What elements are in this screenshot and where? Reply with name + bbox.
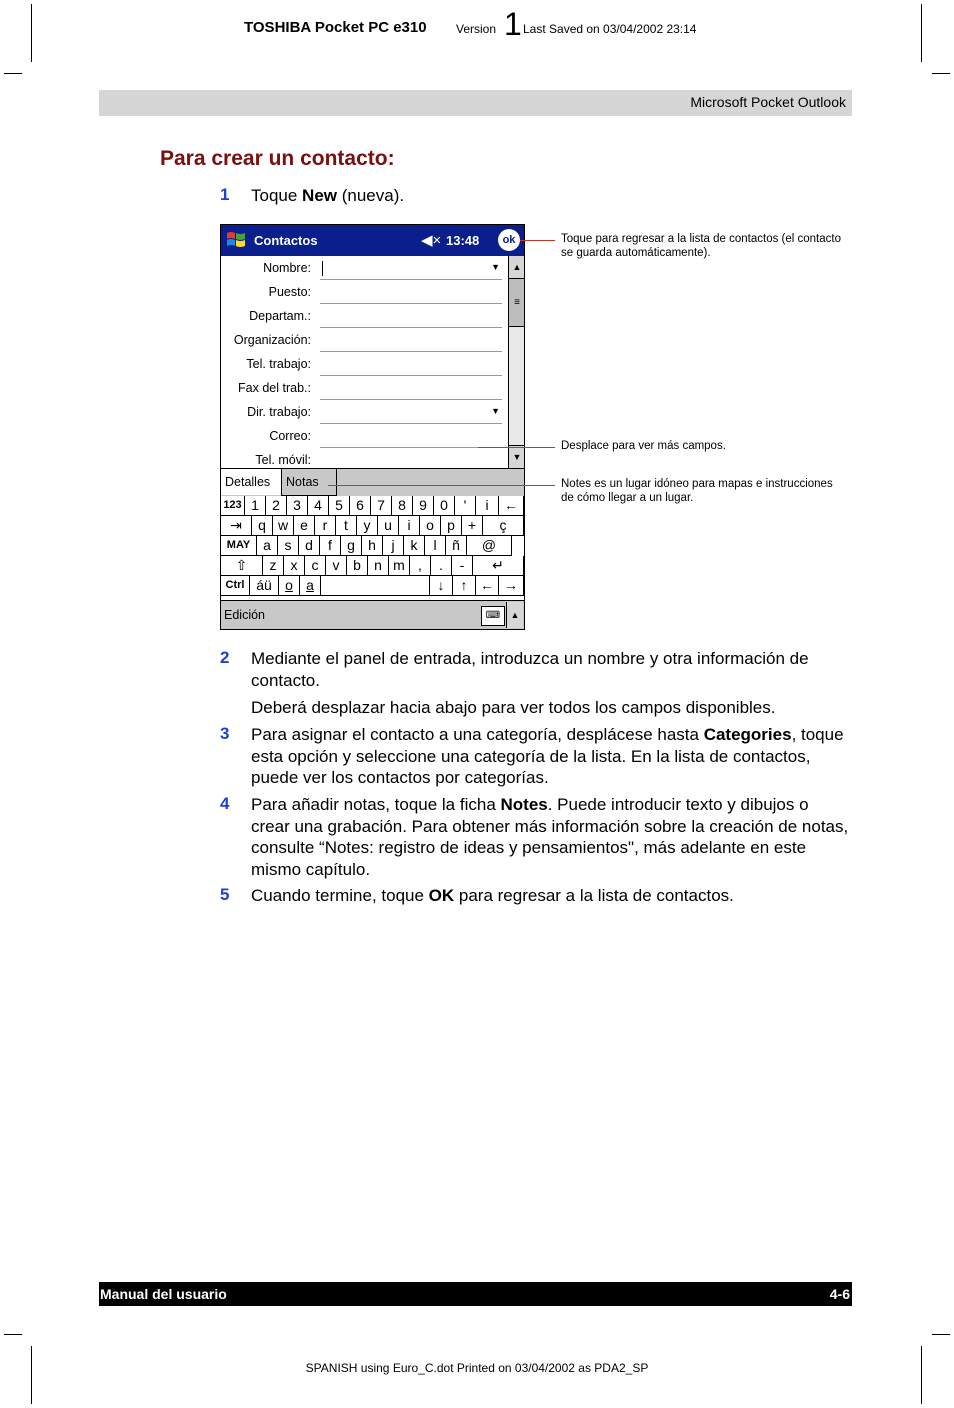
field-tel-trabajo[interactable] xyxy=(221,353,508,377)
key[interactable]: i xyxy=(476,496,499,516)
footer-manual: Manual del usuario xyxy=(100,1286,227,1302)
scroll-up-icon[interactable]: ▲ xyxy=(509,256,525,279)
key[interactable]: l xyxy=(425,536,446,556)
field-label: Fax del trab.: xyxy=(238,381,311,395)
key[interactable]: 7 xyxy=(371,496,392,516)
step-text: Para asignar el contacto a una categoría, desplácese hasta Categories, toque esta opción y seleccione una categoría de la lista. En la lista de contactos, puede ver los contactos por categorías. xyxy=(251,725,844,787)
footer-bar xyxy=(99,1282,852,1306)
key[interactable]: 6 xyxy=(350,496,371,516)
dropdown-arrow-icon[interactable]: ▼ xyxy=(491,406,500,416)
callout-line xyxy=(328,485,555,486)
dropdown-arrow-icon[interactable]: ▼ xyxy=(491,262,500,272)
key[interactable]: 5 xyxy=(329,496,350,516)
arrow-down-key[interactable]: ↓ xyxy=(430,576,453,596)
callout-notes: Notes es un lugar idóneo para mapas e instrucciones de cómo llegar a un lugar. xyxy=(561,478,833,504)
field-label: Departam.: xyxy=(249,309,311,323)
section-label: Microsoft Pocket Outlook xyxy=(690,94,846,110)
pocketpc-screenshot xyxy=(220,224,525,630)
step-text: Cuando termine, toque OK para regresar a la lista de contactos. xyxy=(251,886,734,905)
accent-key[interactable]: áü xyxy=(250,576,279,596)
key[interactable]: n xyxy=(368,556,389,576)
key-123[interactable]: 123 xyxy=(221,496,245,516)
key[interactable]: 0 xyxy=(434,496,455,516)
menu-bar xyxy=(221,600,524,630)
tab-notas[interactable]: Notas xyxy=(281,469,337,496)
key[interactable]: z xyxy=(263,556,284,576)
ctrl-key[interactable]: Ctrl xyxy=(221,576,250,596)
key[interactable]: o xyxy=(420,516,441,536)
version-number: 1 xyxy=(504,6,522,42)
key[interactable]: - xyxy=(452,556,473,576)
ok-button[interactable]: ok xyxy=(498,229,520,251)
arrow-up-key[interactable]: ↑ xyxy=(453,576,476,596)
page-number: 4-6 xyxy=(829,1286,850,1302)
callout-scroll: Desplace para ver más campos. xyxy=(561,440,726,452)
step-text: Para añadir notas, toque la ficha Notes. Puede introducir texto y dibujos o crear una grabación. Para obtener más información sobre la creación de notas, consulte “Notes: registro de ideas y pensamientos", más adelante en este mismo capítulo. xyxy=(251,795,849,879)
start-menu-icon[interactable] xyxy=(225,230,247,250)
key[interactable]: a xyxy=(257,536,278,556)
key[interactable]: d xyxy=(299,536,320,556)
key[interactable]: 8 xyxy=(392,496,413,516)
callout-line xyxy=(478,447,555,448)
last-saved: Last Saved on 03/04/2002 23:14 xyxy=(523,22,697,36)
field-fax-trabajo[interactable] xyxy=(221,377,508,401)
field-label: Dir. trabajo: xyxy=(247,405,311,419)
clock[interactable]: 13:48 xyxy=(446,233,480,248)
field-correo[interactable] xyxy=(221,425,508,449)
key[interactable]: x xyxy=(284,556,305,576)
key[interactable]: . xyxy=(431,556,452,576)
key[interactable]: ' xyxy=(455,496,476,516)
key[interactable]: a xyxy=(300,576,321,596)
field-label: Puesto: xyxy=(268,285,311,299)
key[interactable]: s xyxy=(278,536,299,556)
title-bar xyxy=(221,225,524,256)
key[interactable]: t xyxy=(336,516,357,536)
field-label: Nombre: xyxy=(263,261,311,275)
key[interactable]: k xyxy=(404,536,425,556)
key[interactable]: w xyxy=(273,516,294,536)
step-note: Deberá desplazar hacia abajo para ver todos los campos disponibles. xyxy=(251,698,776,717)
tab-detalles[interactable]: Detalles xyxy=(221,469,281,495)
contact-form xyxy=(221,256,508,468)
step-number: 3 xyxy=(220,724,230,743)
arrow-left-key[interactable]: ← xyxy=(476,576,499,596)
field-puesto[interactable] xyxy=(221,281,508,305)
speaker-icon[interactable]: ◀× xyxy=(421,232,442,249)
step-number: 1 xyxy=(220,185,230,204)
key[interactable]: i xyxy=(399,516,420,536)
field-label: Organización: xyxy=(233,333,311,347)
step-number: 2 xyxy=(220,648,230,667)
document-title: TOSHIBA Pocket PC e310 xyxy=(244,19,427,36)
key[interactable]: q xyxy=(252,516,273,536)
key[interactable]: r xyxy=(315,516,336,536)
key[interactable]: o xyxy=(279,576,300,596)
scroll-thumb[interactable]: ≡ xyxy=(509,279,525,327)
tabs-bar xyxy=(221,468,524,497)
key[interactable]: m xyxy=(389,556,410,576)
callout-ok: Toque para regresar a la lista de contactos (el contacto se guarda automáticamente). xyxy=(561,233,841,259)
field-dir-trabajo[interactable] xyxy=(221,401,508,425)
tab-key[interactable]: ⇥ xyxy=(221,516,252,536)
key[interactable]: y xyxy=(357,516,378,536)
text-caret xyxy=(322,261,323,276)
key[interactable]: c xyxy=(305,556,326,576)
key[interactable]: 3 xyxy=(287,496,308,516)
key[interactable]: h xyxy=(362,536,383,556)
version-label: Version xyxy=(456,22,497,36)
scroll-down-icon[interactable]: ▼ xyxy=(509,445,525,468)
key[interactable]: e xyxy=(294,516,315,536)
app-title: Contactos xyxy=(254,233,318,248)
field-label: Correo: xyxy=(269,429,311,443)
step-number: 4 xyxy=(220,794,230,813)
key[interactable]: b xyxy=(347,556,368,576)
key[interactable]: , xyxy=(410,556,431,576)
section-bar xyxy=(99,90,852,116)
backspace-key[interactable]: ← xyxy=(499,496,524,516)
input-panel-arrow-icon[interactable]: ▲ xyxy=(506,602,523,628)
key[interactable]: + xyxy=(462,516,483,536)
page-title: Para crear un contacto: xyxy=(160,147,395,170)
step-number: 5 xyxy=(220,885,230,904)
field-label: Tel. trabajo: xyxy=(246,357,311,371)
keyboard-icon[interactable]: ⌨ xyxy=(481,606,505,626)
callout-line xyxy=(520,240,555,241)
key[interactable]: @ xyxy=(467,536,512,556)
key[interactable]: 4 xyxy=(308,496,329,516)
step-text: Mediante el panel de entrada, introduzca un nombre y otra información de contacto. xyxy=(251,649,809,690)
shift-key[interactable]: ⇧ xyxy=(221,556,263,576)
key[interactable]: ç xyxy=(483,516,524,536)
key[interactable]: 2 xyxy=(266,496,287,516)
step-text: Toque New (nueva). xyxy=(251,186,405,205)
field-nombre[interactable] xyxy=(221,257,508,281)
enter-key[interactable]: ↵ xyxy=(473,556,524,576)
key[interactable]: 1 xyxy=(245,496,266,516)
arrow-right-key[interactable]: → xyxy=(499,576,524,596)
key[interactable]: 9 xyxy=(413,496,434,516)
field-label: Tel. móvil: xyxy=(255,453,311,467)
key[interactable]: ñ xyxy=(446,536,467,556)
menu-edicion[interactable]: Edición xyxy=(224,608,265,622)
field-organizacion[interactable] xyxy=(221,329,508,353)
caps-key[interactable]: MAY xyxy=(221,536,257,556)
space-key[interactable] xyxy=(321,576,430,596)
key[interactable]: f xyxy=(320,536,341,556)
key[interactable]: v xyxy=(326,556,347,576)
print-info: SPANISH using Euro_C.dot Printed on 03/04/2002 as PDA2_SP xyxy=(305,1361,649,1375)
vertical-scrollbar[interactable] xyxy=(508,256,525,468)
key[interactable]: g xyxy=(341,536,362,556)
field-departamento[interactable] xyxy=(221,305,508,329)
key[interactable]: j xyxy=(383,536,404,556)
key[interactable]: p xyxy=(441,516,462,536)
key[interactable]: u xyxy=(378,516,399,536)
soft-keyboard xyxy=(221,496,524,600)
